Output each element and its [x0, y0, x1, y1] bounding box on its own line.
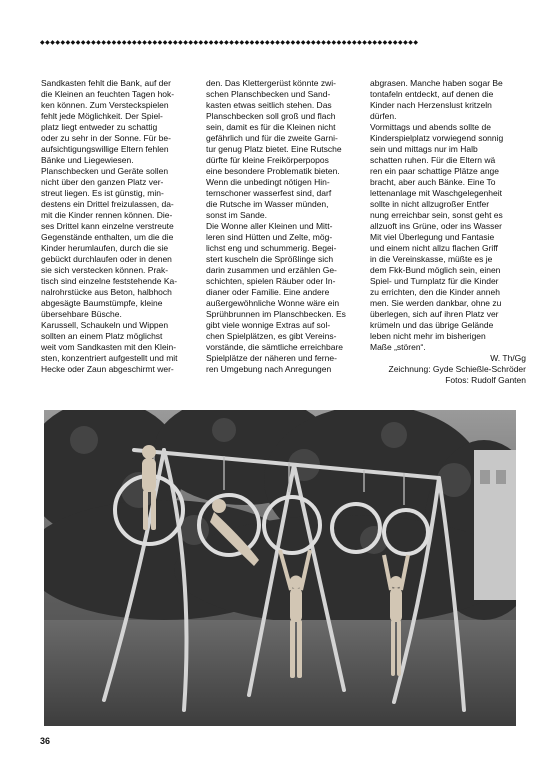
author-credit: W. Th/Gg — [490, 353, 526, 363]
photo — [44, 410, 516, 726]
article-column-3: abgrasen. Manche haben sogar Be tontafeln entdeckt, auf denen die Kinder nach Herzenslust kritzeln dürfen. Vormittags und abends sollte de Kinderspielplatz vorwiegend sonnig sein und mittags nur im Halb schatten ruhen. Für die Eltern wä ren ein paar schattige Plätze ange bracht, aber auch Bänke. Eine To lettenanlage mit Waschgelegenheit sollte in nicht allzugroßer Entfer nung erreichbar sein, sonst geht es allzuoft ins Grüne, oder ins Wasser Mit viel Überlegung und Fantasie und einem nicht allzu flachen Griff in die Vereinskasse, müßte es je dem Fkk-Bund möglich sein, einen Spiel- und Turnplatz für die Kinder zu errichten, den die Kinder anneh men. Sie werden dankbar, ohne zu überlegen, sich auf ihren Platz ver krümeln und das übrige Gelände leben nicht mehr im bisherigen Maße „stören“. — [370, 78, 504, 352]
ornamental-border: ◆◆◆◆◆◆◆◆◆◆◆◆◆◆◆◆◆◆◆◆◆◆◆◆◆◆◆◆◆◆◆◆◆◆◆◆◆◆◆◆◆◆◆◆◆◆◆◆◆◆◆◆◆◆◆◆◆◆◆◆◆◆◆◆◆◆◆◆◆◆◆◆◆◆ — [40, 39, 419, 46]
page-number: 36 — [40, 736, 51, 746]
playground-photo — [44, 410, 516, 726]
drawing-credit: Zeichnung: Gyde Schießle-Schröder — [388, 364, 526, 374]
photo-credit: Fotos: Rudolf Ganten — [445, 375, 526, 385]
article-column-1: Sandkasten fehlt die Bank, auf der die Kleinen an feuchten Tagen hok- ken können. Zum Versteckspielen fehlt jede Möglichkeit. Der Spiel- platz liegt entweder zu schattig oder zu sehr in der Sonne. Für be- aufsichtigungswillige Eltern fehlen Bänke und Liegewiesen. Planschbecken und Geräte sollen nicht über den ganzen Platz ver- streut liegen. Es ist günstig, min- destens ein Drittel freizulassen, da- mit die Kinder rennen können. Die- ses Drittel kann einzelne verstreute Gegenstände enthalten, um die die Kinder herumlaufen, durch die sie gebückt durchlaufen oder in denen sie sich verstecken können. Prak- tisch sind einzelne feststehende Ka- nalrohrstücke aus Beton, halbhoch abgesägte Baumstümpfe, kleine übersehbare Büsche. Karussell, Schaukeln und Wippen sollten an einem Platz möglichst weit vom Sandkasten mit den Klein- sten, konzentriert aufgestellt und mit Hecke oder Zaun abgeschirmt wer- — [41, 78, 178, 374]
article-column-2: den. Das Klettergerüst könnte zwi- schen Planschbecken und Sand- kasten etwas seitlich stehen. Das Planschbecken soll groß und flach sein, damit es für die Kleinen nicht gefährlich und für die zweite Garni- tur genug Platz bietet. Eine Rutsche dürfte für kleine Freikörperpopos eine besondere Problematik bieten. Wenn die unbedingt nötigen Hin- ternschoner wasserfest sind, darf die Rutsche im Wasser münden, sonst im Sande. Die Wonne aller Kleinen und Mitt- leren sind Hütten und Zelte, mög- lichst eng und schummerig. Begei- stert kuscheln die Sprößlinge sich darin zusammen und erzählen Ge- schichten, spielen Räuber oder In- dianer oder Familie. Eine andere außergewöhnliche Wonne wäre ein Sprühbrunnen im Planschbecken. Es gibt viele wonnige Extras auf sol- chen Spielplätzen, es gibt Vereins- vorstände, die sämtliche erreichbare Spielplätze der näheren und ferne- ren Umgebung nach Anregungen — [206, 78, 346, 374]
